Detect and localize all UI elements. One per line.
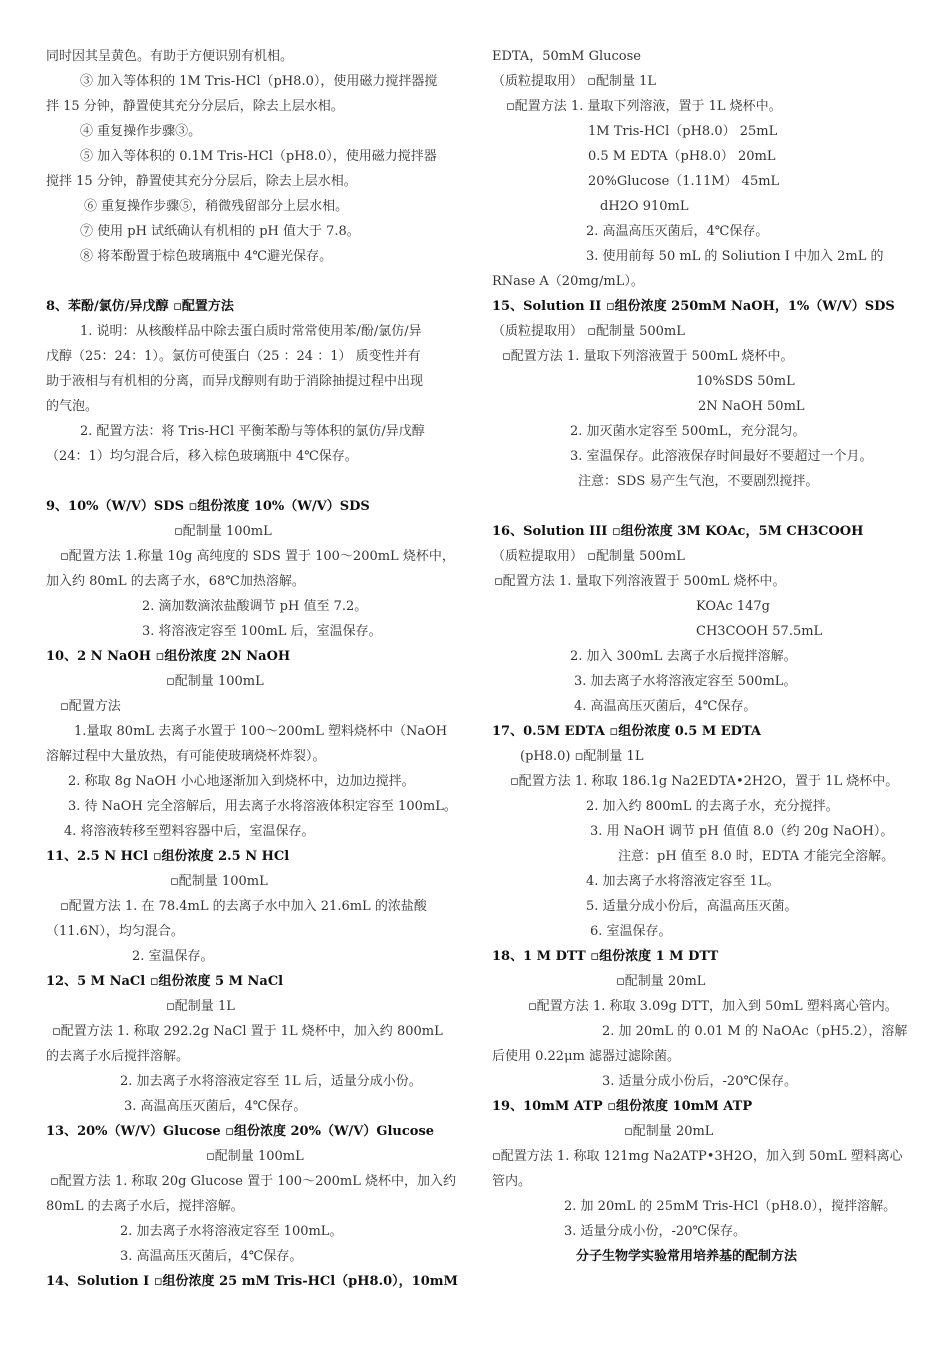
text-line: 1M Tris-HCl（pH8.0） 25mL [588, 124, 778, 139]
text-line: ⑧ 将苯酚置于棕色玻璃瓶中 4℃避光保存。 [80, 249, 333, 264]
text-line: 3. 加去离子水将溶液定容至 500mL。 [574, 674, 797, 689]
text-line: ⑤ 加入等体积的 0.1M Tris-HCl（pH8.0），使用磁力搅拌器 [80, 149, 437, 164]
text-line: 拌 15 分钟，静置使其充分分层后，除去上层水相。 [46, 99, 344, 114]
text-line: 3. 用 NaOH 调节 pH 值值 8.0（约 20g NaOH）。 [590, 824, 894, 839]
section-heading: 19、10mM ATP ▫组份浓度 10mM ATP [492, 1099, 753, 1114]
text-line: 2. 室温保存。 [132, 949, 214, 964]
text-line: 2. 配置方法：将 Tris-HCl 平衡苯酚与等体积的氯仿/异戊醇 [80, 424, 425, 439]
text-line: CH3COOH 57.5mL [696, 624, 823, 639]
text-line: 后使用 0.22μm 滤器过滤除菌。 [492, 1049, 680, 1064]
text-line: KOAc 147g [696, 599, 770, 614]
text-line: ▫配置方法 [60, 699, 121, 714]
left-column [46, 44, 460, 1294]
text-line: 注意：SDS 易产生气泡，不要剧烈搅拌。 [578, 474, 819, 489]
section-heading: 8、苯酚/氯仿/异戊醇 ▫配置方法 [46, 299, 234, 314]
text-line: （质粒提取用） ▫配制量 500mL [492, 549, 685, 564]
text-line: 2. 称取 8g NaOH 小心地逐渐加入到烧杯中，边加边搅拌。 [68, 774, 415, 789]
text-line: ▫配制量 100mL [170, 874, 268, 889]
text-line: 2. 加 20mL 的 25mM Tris-HCl（pH8.0），搅拌溶解。 [564, 1199, 897, 1214]
text-line: 4. 将溶液转移至塑料容器中后，室温保存。 [64, 824, 315, 839]
section-heading: 14、Solution I ▫组份浓度 25 mM Tris-HCl（pH8.0），10mM [46, 1274, 458, 1289]
text-line: 2. 加 20mL 的 0.01 M 的 NaOAc（pH5.2），溶解 [602, 1024, 908, 1039]
section-heading: 16、Solution III ▫组份浓度 3M KOAc，5M CH3COOH [492, 524, 864, 539]
text-line: 2. 加灭菌水定容至 500mL，充分混匀。 [570, 424, 806, 439]
text-line: 2. 加入约 800mL 的去离子水，充分搅拌。 [586, 799, 839, 814]
text-line: ▫配制量 20mL [624, 1124, 714, 1139]
section-heading: 9、10%（W/V）SDS ▫组份浓度 10%（W/V）SDS [46, 499, 370, 514]
text-line: 4. 高温高压灭菌后，4℃保存。 [574, 699, 757, 714]
section-heading: 13、20%（W/V）Glucose ▫组份浓度 20%（W/V）Glucose [46, 1124, 435, 1139]
text-line: 管内。 [492, 1174, 532, 1189]
text-line: ▫配置方法 1. 称取 121mg Na2ATP•3H2O，加入到 50mL 塑料离心 [492, 1149, 903, 1164]
text-line: 3. 室温保存。此溶液保存时间最好不要超过一个月。 [570, 449, 873, 464]
text-line: 2N NaOH 50mL [698, 399, 805, 414]
text-line: ▫配制量 20mL [616, 974, 706, 989]
text-line: 3. 高温高压灭菌后，4℃保存。 [124, 1099, 307, 1114]
section-heading: 12、5 M NaCl ▫组份浓度 5 M NaCl [46, 974, 284, 989]
text-line: ▫配置方法 1. 称取 3.09g DTT，加入到 50mL 塑料离心管内。 [528, 999, 898, 1014]
text-line: 同时因其呈黄色。有助于方便识别有机相。 [46, 49, 294, 64]
text-line: RNase A（20mg/mL）。 [492, 274, 644, 289]
section-heading: 15、Solution II ▫组份浓度 250mM NaOH，1%（W/V）SDS [492, 299, 895, 314]
section-heading: 18、1 M DTT ▫组份浓度 1 M DTT [492, 949, 719, 964]
text-line: ▫配置方法 1. 量取下列溶液置于 500mL 烧杯中。 [502, 349, 794, 364]
text-line: 0.5 M EDTA（pH8.0） 20mL [588, 149, 776, 164]
text-line: 1. 说明：从核酸样品中除去蛋白质时常常使用苯/酚/氯仿/异 [80, 324, 422, 339]
section-heading: 10、2 N NaOH ▫组份浓度 2N NaOH [46, 649, 291, 664]
text-line: 3. 高温高压灭菌后，4℃保存。 [120, 1249, 303, 1264]
text-line: 3. 适量分成小份，-20℃保存。 [564, 1224, 747, 1239]
text-line: （质粒提取用） ▫配制量 500mL [492, 324, 685, 339]
text-line: ③ 加入等体积的 1M Tris-HCl（pH8.0），使用磁力搅拌器搅 [80, 74, 438, 89]
text-line: 助于液相与有机相的分离，而异戊醇则有助于消除抽提过程中出现 [46, 374, 424, 389]
text-line: (pH8.0) ▫配制量 1L [520, 749, 644, 764]
text-line: （11.6N），均匀混合。 [46, 924, 184, 939]
text-line: ▫配置方法 1. 称取 186.1g Na2EDTA•2H2O，置于 1L 烧杯中。 [510, 774, 899, 789]
text-line: 4. 加去离子水将溶液定容至 1L。 [586, 874, 780, 889]
text-line: EDTA，50mM Glucose [492, 49, 641, 64]
text-line: 3. 适量分成小份后，-20℃保存。 [602, 1074, 798, 1089]
text-line: 1.量取 80mL 去离子水置于 100～200mL 塑料烧杯中（NaOH [74, 724, 448, 739]
text-line: 注意：pH 值至 8.0 时，EDTA 才能完全溶解。 [618, 849, 895, 864]
text-line: 加入约 80mL 的去离子水，68℃加热溶解。 [46, 574, 305, 589]
text-line: 2. 加入 300mL 去离子水后搅拌溶解。 [570, 649, 797, 664]
text-line: 2. 加去离子水将溶液定容至 100mL。 [120, 1224, 343, 1239]
text-line: （质粒提取用） ▫配制量 1L [492, 74, 656, 89]
text-line: ▫配置方法 1.称量 10g 高纯度的 SDS 置于 100～200mL 烧杯中， [60, 549, 455, 564]
text-line: ▫配制量 1L [166, 999, 235, 1014]
text-line: ⑥ 重复操作步骤⑤，稍微残留部分上层水相。 [84, 199, 349, 214]
text-line: 3. 使用前每 50 mL 的 Soliution I 中加入 2mL 的 [586, 249, 884, 264]
text-line: ▫配制量 100mL [166, 674, 264, 689]
text-line: ▫配置方法 1. 量取下列溶液，置于 1L 烧杯中。 [506, 99, 782, 114]
text-line: 2. 滴加数滴浓盐酸调节 pH 值至 7.2。 [142, 599, 368, 614]
text-line: （24：1）均匀混合后，移入棕色玻璃瓶中 4℃保存。 [46, 449, 358, 464]
text-line: 的去离子水后搅拌溶解。 [46, 1049, 190, 1064]
right-column [492, 44, 912, 1269]
text-line: 2. 高温高压灭菌后，4℃保存。 [586, 224, 769, 239]
text-line: 3. 将溶液定容至 100mL 后，室温保存。 [142, 624, 382, 639]
section-heading: 17、0.5M EDTA ▫组份浓度 0.5 M EDTA [492, 724, 762, 739]
text-line: ▫配置方法 1. 称取 292.2g NaCl 置于 1L 烧杯中，加入约 800mL [52, 1024, 443, 1039]
text-line: ▫配置方法 1. 量取下列溶液置于 500mL 烧杯中。 [494, 574, 786, 589]
text-line: 2. 加去离子水将溶液定容至 1L 后，适量分成小份。 [120, 1074, 422, 1089]
text-line: ⑦ 使用 pH 试纸确认有机相的 pH 值大于 7.8。 [80, 224, 360, 239]
text-line: ▫配置方法 1. 在 78.4mL 的去离子水中加入 21.6mL 的浓盐酸 [60, 899, 427, 914]
text-line: ▫配制量 100mL [206, 1149, 304, 1164]
section-heading: 11、2.5 N HCl ▫组份浓度 2.5 N HCl [46, 849, 290, 864]
text-line: 20%Glucose（1.11M） 45mL [588, 174, 780, 189]
text-line: ▫配制量 100mL [174, 524, 272, 539]
text-line: 10%SDS 50mL [696, 374, 795, 389]
section-heading: 分子生物学实验常用培养基的配制方法 [576, 1249, 798, 1264]
text-line: 的气泡。 [46, 399, 99, 414]
text-line: 6. 室温保存。 [590, 924, 672, 939]
text-line: dH2O 910mL [600, 199, 689, 214]
text-line: 3. 待 NaOH 完全溶解后，用去离子水将溶液体积定容至 100mL。 [68, 799, 457, 814]
text-line: 戊醇（25：24：1）。氯仿可使蛋白（25 ：24 ：1） 质变性并有 [46, 349, 421, 364]
text-line: 5. 适量分成小份后，高温高压灭菌。 [586, 899, 798, 914]
text-line: 溶解过程中大量放热，有可能使玻璃烧杯炸裂）。 [46, 749, 326, 764]
text-line: ▫配置方法 1. 称取 20g Glucose 置于 100～200mL 烧杯中，加入约 [50, 1174, 456, 1189]
text-line: 搅拌 15 分钟，静置使其充分分层后，除去上层水相。 [46, 174, 357, 189]
text-line: 80mL 的去离子水后，搅拌溶解。 [46, 1199, 244, 1214]
text-line: ④ 重复操作步骤③。 [80, 124, 202, 139]
